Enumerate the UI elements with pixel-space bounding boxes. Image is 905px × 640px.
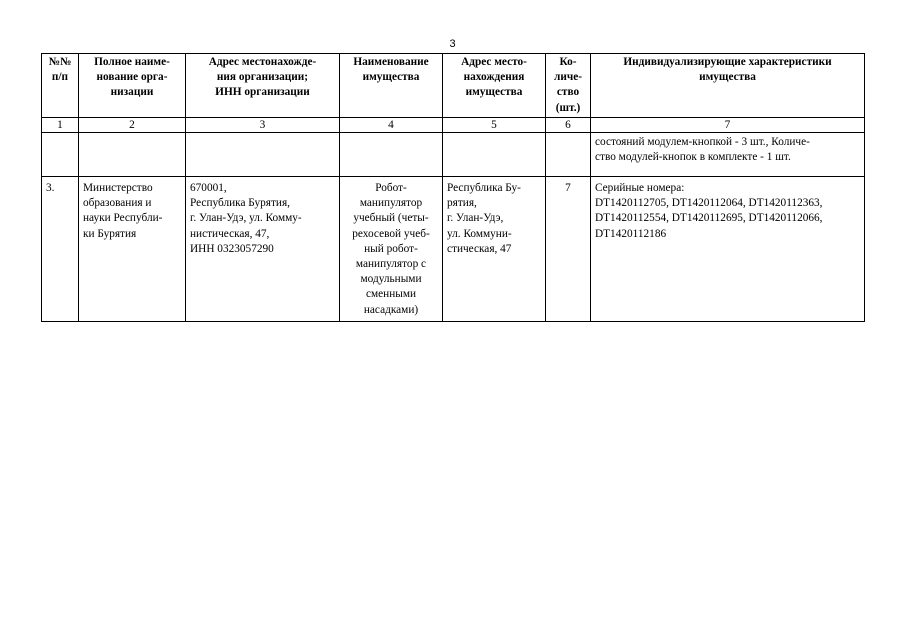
row-number: 3. [42,177,79,322]
column-number-row [42,118,865,133]
header-property-name: Наименование имущества [340,54,443,118]
org-address-cell: 670001, Республика Бурятия, г. Улан-Удэ, ул. Комму- нистическая, 47, ИНН 0323057290 [186,177,340,322]
empty-cell [340,133,443,177]
column-number: 5 [443,118,546,133]
property-table [41,53,865,322]
continuation-row [42,133,865,177]
header-property-address: Адрес место- нахождения имущества [443,54,546,118]
header-org-address: Адрес местонахожде- ния организации; ИНН организации [186,54,340,118]
column-number: 7 [591,118,865,133]
header-number: №№ п/п [42,54,79,118]
continuation-characteristics: состояний модулем-кнопкой - 3 шт., Количе- ство модулей-кнопок в комплекте - 1 шт. [591,133,865,177]
column-number: 6 [546,118,591,133]
header-row [42,54,865,118]
empty-cell [42,133,79,177]
column-number: 3 [186,118,340,133]
empty-cell [186,133,340,177]
header-org-name: Полное наиме- нование орга- низации [79,54,186,118]
property-name-cell: Робот- манипулятор учебный (четы- рехосевой учеб- ный робот- манипулятор с модульными сменными насадками) [340,177,443,322]
column-number: 4 [340,118,443,133]
empty-cell [546,133,591,177]
property-address-cell: Республика Бу- рятия, г. Улан-Удэ, ул. Коммуни- стическая, 47 [443,177,546,322]
empty-cell [79,133,186,177]
characteristics-cell: Серийные номера: DT1420112705, DT1420112064, DT1420112363, DT1420112554, DT1420112695, DT1420112066, DT1420112186 [591,177,865,322]
empty-cell [443,133,546,177]
quantity-cell: 7 [546,177,591,322]
page-number: 3 [449,38,456,50]
org-name-cell: Министерство образования и науки Республи- ки Бурятия [79,177,186,322]
column-number: 2 [79,118,186,133]
table-row [42,177,865,322]
column-number: 1 [42,118,79,133]
header-characteristics: Индивидуализирующие характеристики имущества [591,54,865,118]
header-quantity: Ко- личе- ство (шт.) [546,54,591,118]
